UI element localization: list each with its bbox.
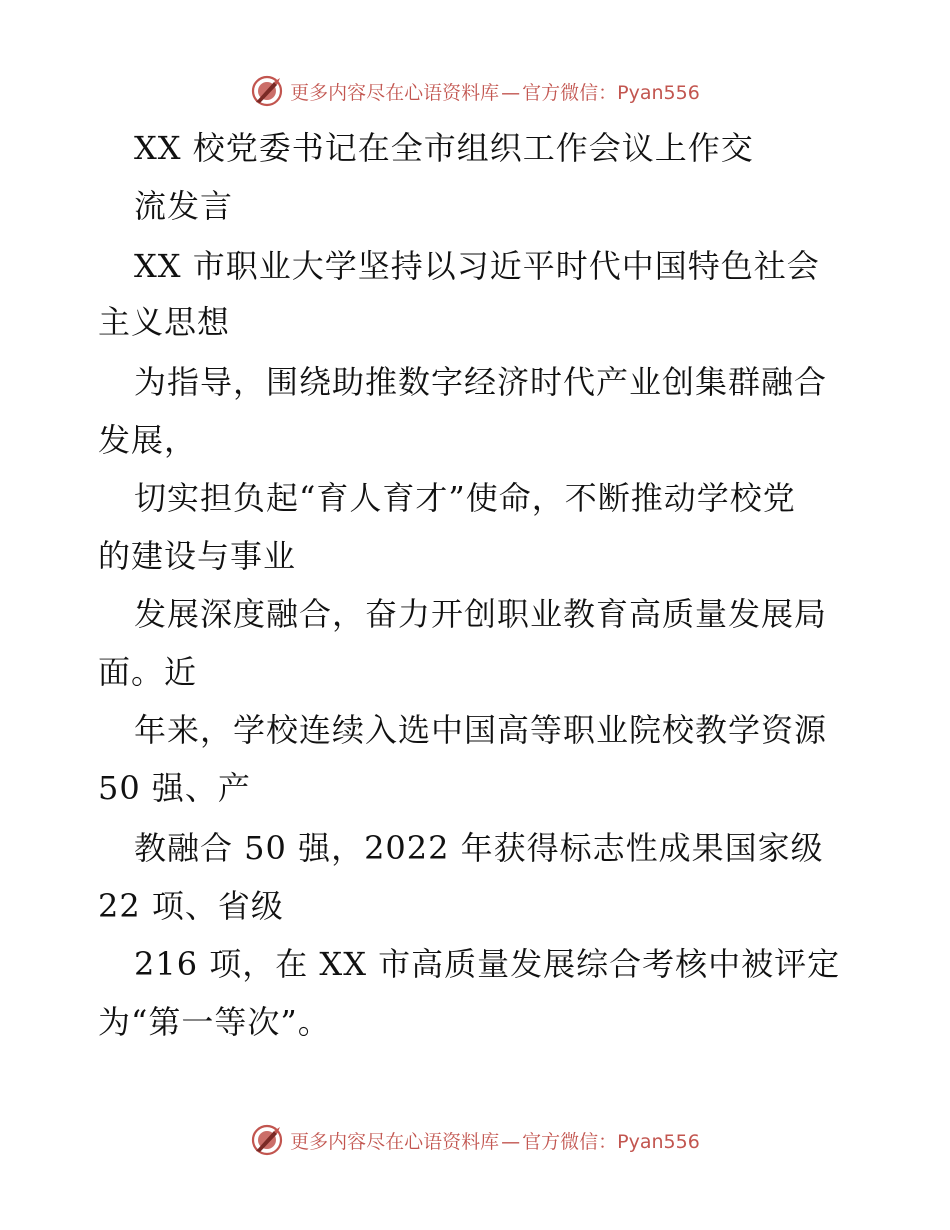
- text-line: 切实担负起“育人育才”使命，不断推动学校党: [134, 479, 796, 517]
- text-line: 216 项，在 XX 市高质量发展综合考核中被评定: [134, 945, 841, 983]
- text-line: 为指导，围绕助推数字经济时代产业创集群融合: [134, 363, 828, 401]
- text-line: 流发言: [134, 187, 234, 225]
- text-line: 的建设与事业: [98, 537, 297, 575]
- watermark-suffix: 官方微信：Pyan556: [522, 81, 700, 104]
- text-line: 教融合 50 强，2022 年获得标志性成果国家级: [134, 829, 824, 867]
- text-line: 为“第一等次”。: [98, 1003, 331, 1041]
- watermark-dash: —: [501, 81, 521, 104]
- text-line: 发展深度融合，奋力开创职业教育高质量发展局: [134, 595, 828, 633]
- text-line: 22 项、省级: [98, 887, 284, 925]
- watermark-dash: —: [501, 1130, 521, 1153]
- text-line: 面。近: [98, 653, 198, 691]
- text-line: 年来，学校连续入选中国高等职业院校教学资源: [134, 711, 828, 749]
- header-watermark: [0, 71, 950, 111]
- watermark-title: 更多内容尽在心语资料库: [290, 1130, 500, 1153]
- quill-seal-icon: [250, 1123, 284, 1157]
- watermark-title: 更多内容尽在心语资料库: [290, 81, 500, 104]
- text-line: 50 强、产: [98, 769, 251, 807]
- watermark-text: [290, 1127, 700, 1154]
- footer-watermark: [0, 1120, 950, 1160]
- text-line: 发展，: [98, 421, 198, 459]
- watermark-text: [290, 78, 700, 105]
- watermark-suffix: 官方微信：Pyan556: [522, 1130, 700, 1153]
- text-line: 主义思想: [98, 303, 231, 341]
- text-line: XX 校党委书记在全市组织工作会议上作交: [134, 129, 754, 167]
- quill-seal-icon: [250, 74, 284, 108]
- text-line: XX 市职业大学坚持以习近平时代中国特色社会: [134, 247, 820, 285]
